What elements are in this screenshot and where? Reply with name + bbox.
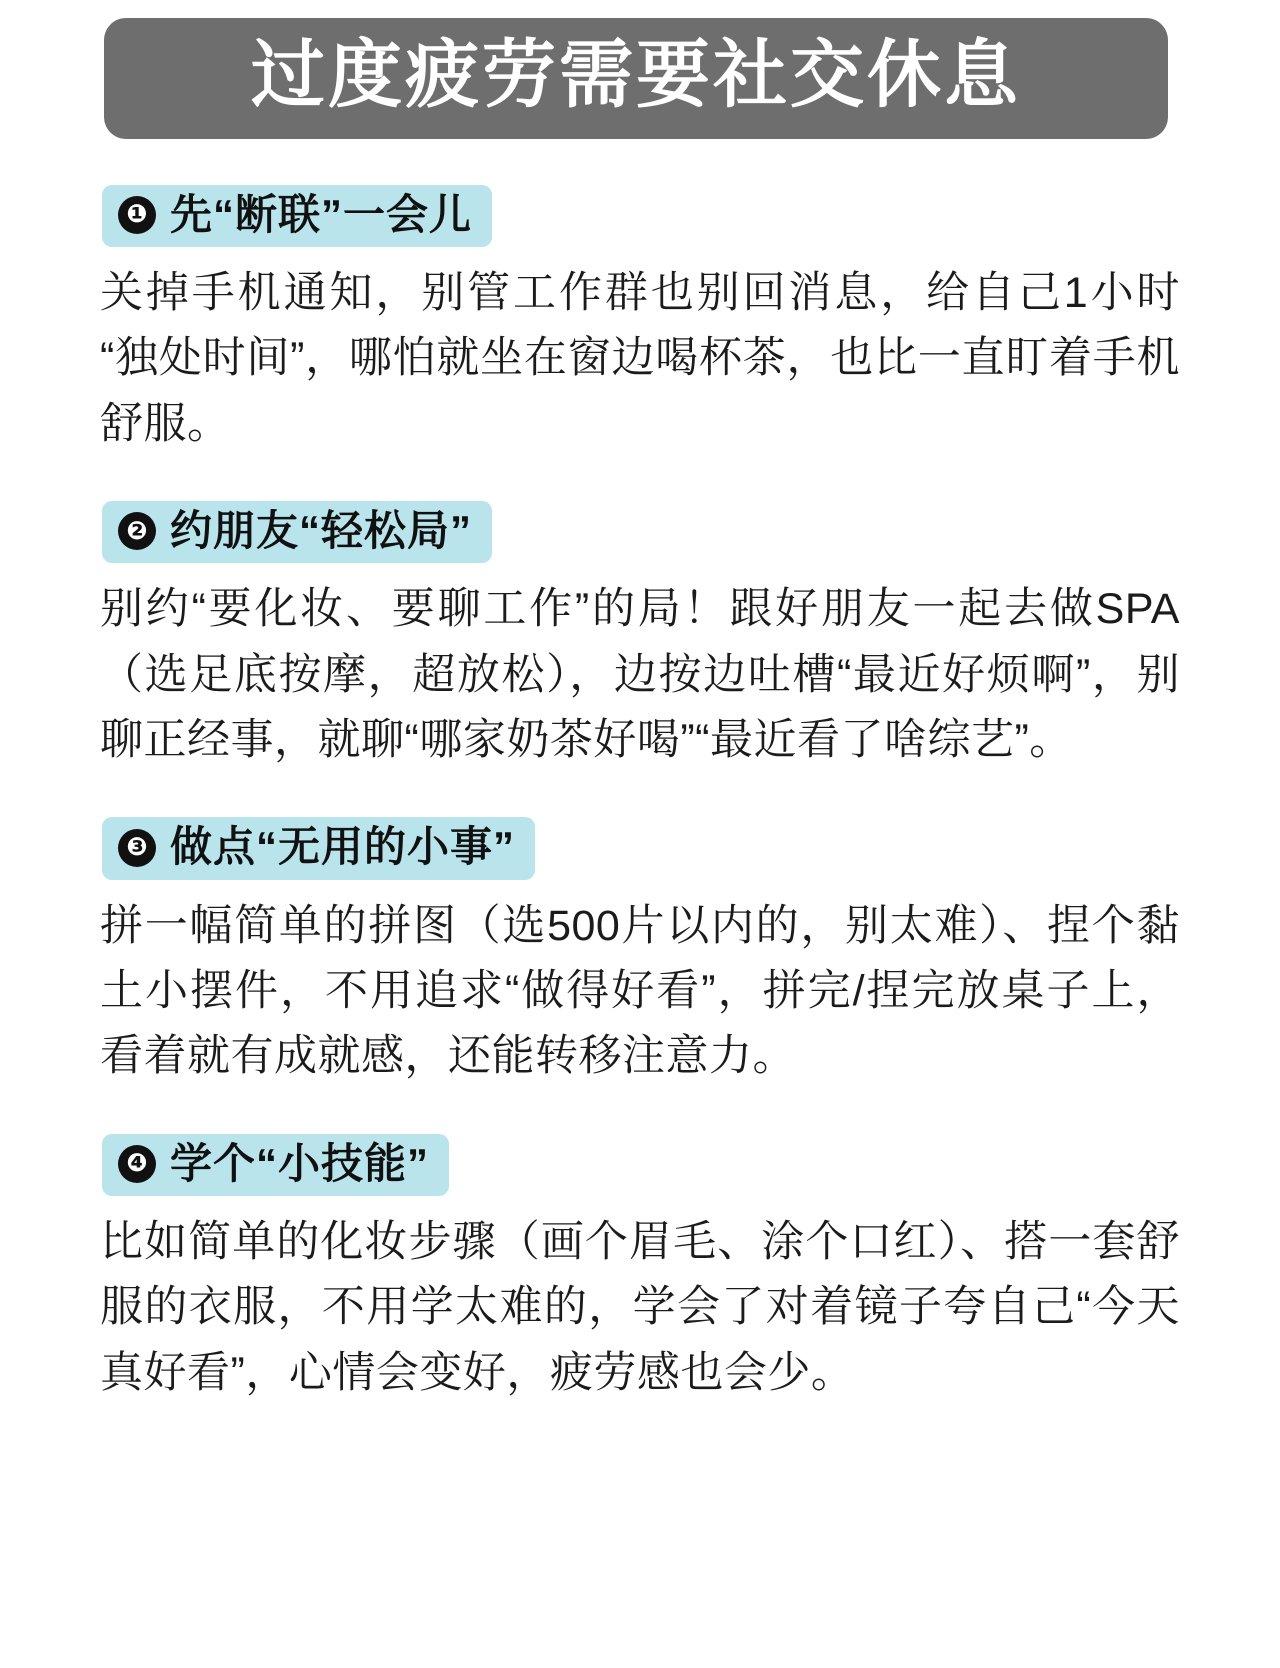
section-1-heading bbox=[102, 185, 492, 247]
number-badge-icon: ❷ bbox=[118, 512, 156, 550]
section-4 bbox=[96, 1134, 1184, 1406]
section-2-title: 约朋友“轻松局” bbox=[170, 507, 473, 555]
section-3-title: 做点“无用的小事” bbox=[170, 823, 516, 871]
section-1 bbox=[96, 185, 1184, 457]
section-2-body: 别约“要化妆、要聊工作”的局！跟好朋友一起去做SPA（选足底按摩，超放松），边按边吐槽“最近好烦啊”，别聊正经事，就聊“哪家奶茶好喝”“最近看了啥综艺”。 bbox=[100, 585, 1180, 765]
section-4-body: 比如简单的化妆步骤（画个眉毛、涂个口红）、搭一套舒服的衣服，不用学太难的，学会了对着镜子夸自己“今天真好看”，心情会变好，疲劳感也会少。 bbox=[100, 1217, 1180, 1397]
section-3-body: 拼一幅简单的拼图（选500片以内的，别太难）、捏个黏土小摆件，不用追求“做得好看”，拼完/捏完放桌子上，看着就有成就感，还能转移注意力。 bbox=[100, 901, 1180, 1081]
title-banner bbox=[104, 18, 1168, 139]
section-2-heading bbox=[102, 501, 492, 563]
section-3 bbox=[96, 817, 1184, 1089]
section-4-heading bbox=[102, 1134, 449, 1196]
page-title: 过度疲劳需要社交休息 bbox=[251, 33, 1021, 116]
number-badge-icon: ❹ bbox=[118, 1145, 156, 1183]
number-badge-icon: ❶ bbox=[118, 196, 156, 234]
section-3-heading bbox=[102, 817, 535, 879]
section-2 bbox=[96, 501, 1184, 773]
section-1-title: 先“断联”一会儿 bbox=[170, 190, 473, 238]
number-badge-icon: ❸ bbox=[118, 829, 156, 867]
section-1-body: 关掉手机通知，别管工作群也别回消息，给自己1小时“独处时间”，哪怕就坐在窗边喝杯茶，也比一直盯着手机舒服。 bbox=[100, 269, 1180, 448]
section-4-title: 学个“小技能” bbox=[170, 1139, 430, 1187]
